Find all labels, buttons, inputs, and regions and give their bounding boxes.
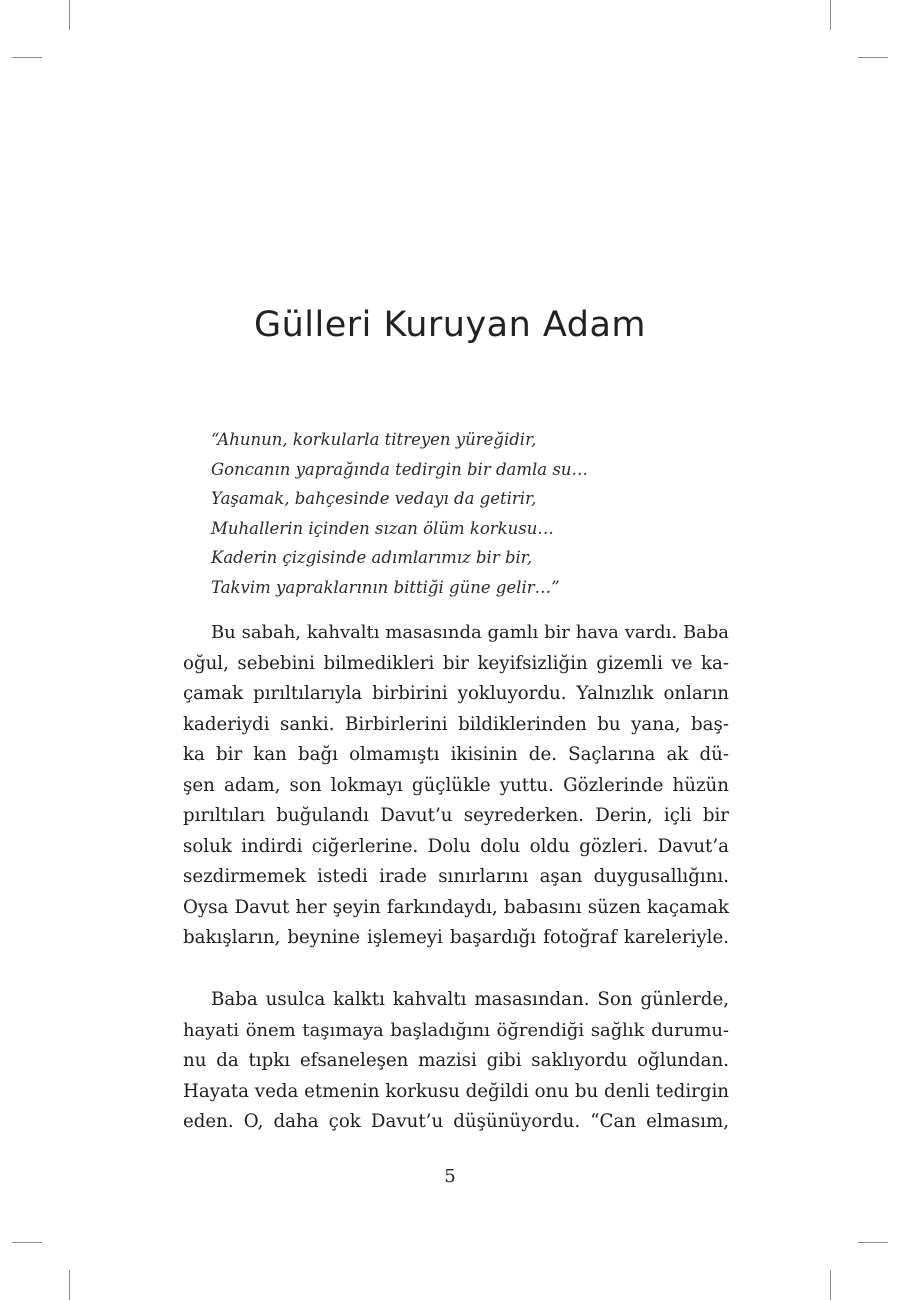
epigraph-line: Kaderin çizgisinde adımlarımız bir bir, (211, 548, 533, 567)
paragraph-line: Bu sabah, kahvaltı masasında gamlı bir hava vardı. Baba (211, 622, 729, 643)
paragraph-line: pırıltıları buğulandı Davut’u seyrederken. Derin, içli bir (183, 805, 729, 826)
paragraph-line: oğul, sebebini bilmedikleri bir keyifsizliğin gizemli ve ka- (183, 652, 729, 674)
paragraph-line: sezdirmemek istedi irade sınırlarını aşan duygusallığını. (183, 866, 729, 887)
epigraph-line: Takvim yapraklarının bittiği güne gelir…” (211, 577, 560, 597)
paragraph-line: eden. O, daha çok Davut’u düşünüyordu. “Can elmasım, (183, 1111, 729, 1132)
epigraph-line: “Ahunun, korkularla titreyen yüreğidir, (211, 430, 537, 449)
epigraph-line: Goncanın yaprağında tedirgin bir damla su… (211, 459, 588, 479)
crop-mark-top-right (830, 0, 831, 30)
paragraph-line: hayati önem taşımaya başladığını öğrendiği sağlık durumu- (183, 1019, 729, 1041)
paragraph-line: nu da tıpkı efsaneleşen mazisi gibi saklıyordu oğlundan. (183, 1050, 729, 1071)
crop-mark-top-left (69, 0, 70, 30)
paragraph-1 (183, 618, 729, 954)
paragraph-line: ka bir kan bağı olmamıştı ikisinin de. Saçlarına ak dü- (183, 744, 729, 765)
crop-mark-bottom-right-h (858, 1242, 888, 1243)
paragraph-line: şen adam, son lokmayı güçlükle yuttu. Gözlerinde hüzün (183, 774, 729, 796)
crop-mark-top-right-h (858, 57, 888, 58)
paragraph-line: soluk indirdi ciğerlerine. Dolu dolu oldu gözleri. Davut’a (183, 835, 729, 857)
paragraph-2 (183, 985, 729, 1138)
paragraph-line: çamak pırıltılarıyla birbirini yokluyordu. Yalnızlık onların (183, 683, 729, 704)
crop-mark-top-left-h (12, 57, 42, 58)
epigraph-line: Yaşamak, bahçesinde vedayı da getirir, (211, 489, 537, 508)
epigraph-line: Muhallerin içinden sızan ölüm korkusu… (211, 518, 554, 538)
paragraph-line: Hayata veda etmenin korkusu değildi onu bu denli tedirgin (183, 1080, 729, 1102)
crop-mark-bottom-left-h (12, 1242, 42, 1243)
paragraph-line: Oysa Davut her şeyin farkındaydı, babasını süzen kaçamak (183, 896, 729, 918)
crop-mark-bottom-left (69, 1270, 70, 1300)
paragraph-line: bakışların, beynine işlemeyi başardığı fotoğraf kareleriyle. (183, 927, 729, 948)
page-number: 5 (444, 1166, 456, 1187)
chapter-title: Gülleri Kuruyan Adam (253, 305, 647, 345)
epigraph (211, 425, 731, 602)
paragraph-line: Baba usulca kalktı kahvaltı masasından. Son günlerde, (211, 989, 729, 1010)
paragraph-line: kaderiydi sanki. Birbirlerini bildiklerinden bu yana, baş- (183, 713, 729, 735)
crop-mark-bottom-right (830, 1270, 831, 1300)
